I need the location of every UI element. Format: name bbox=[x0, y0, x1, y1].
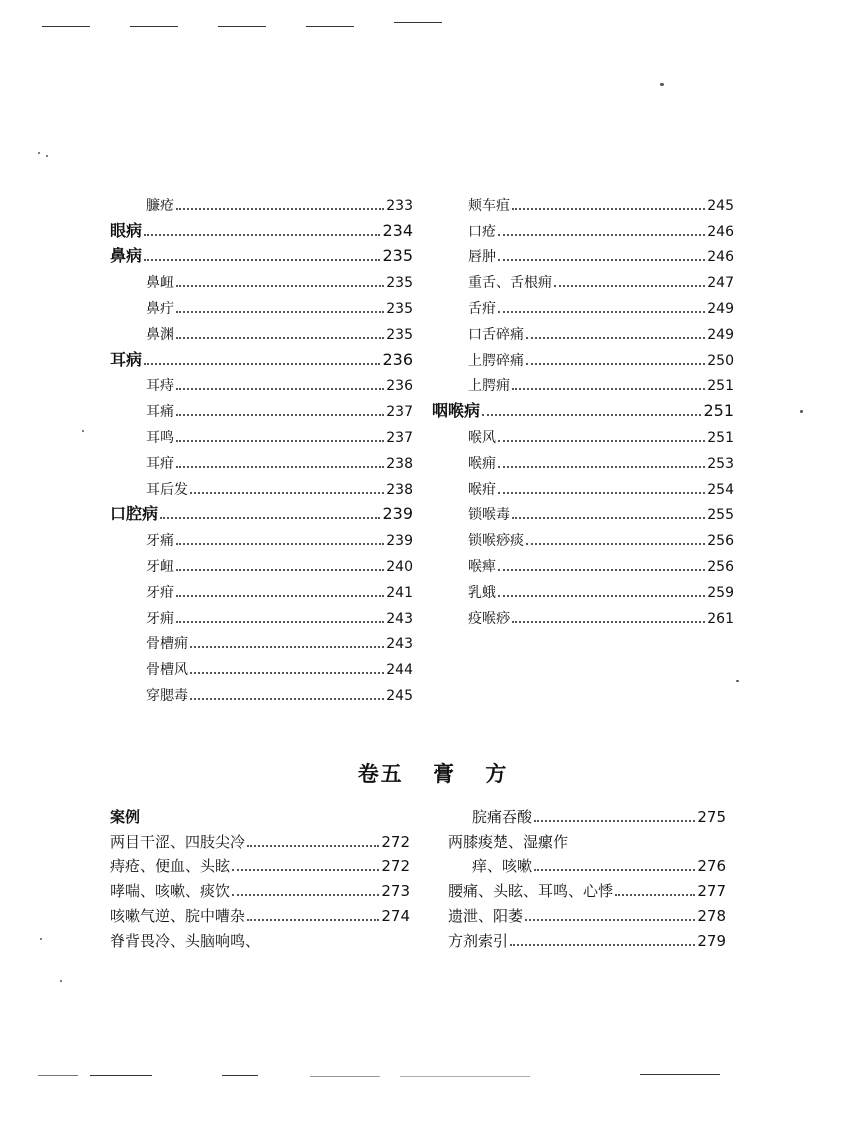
toc-entry[interactable] bbox=[432, 239, 734, 265]
section-title-part3: 方 bbox=[485, 761, 509, 786]
bottom-rule-4 bbox=[310, 1076, 380, 1077]
toc-entry[interactable] bbox=[110, 626, 413, 652]
toc-entry[interactable] bbox=[432, 213, 734, 239]
section-leader-dots bbox=[247, 918, 379, 921]
toc-entry[interactable] bbox=[110, 368, 413, 394]
scan-speck bbox=[60, 980, 62, 982]
toc-leader-dots bbox=[176, 620, 384, 623]
toc-entry-page: 235 bbox=[386, 326, 413, 343]
toc-entry-page: 237 bbox=[386, 429, 413, 446]
toc-entry-page: 234 bbox=[382, 220, 413, 240]
toc-entry-page: 243 bbox=[386, 610, 413, 627]
toc-entry-label: 耳疳 bbox=[146, 455, 174, 472]
toc-entry-page: 245 bbox=[707, 197, 734, 214]
toc-entry-label: 鼻渊 bbox=[146, 326, 174, 343]
toc-entry-label: 上腭碎痛 bbox=[468, 352, 524, 369]
toc-entry-label: 疫喉痧 bbox=[468, 610, 510, 627]
toc-entry[interactable] bbox=[432, 548, 734, 574]
toc-leader-dots bbox=[526, 542, 705, 545]
toc-entry-page: 244 bbox=[386, 662, 413, 679]
toc-entry-page: 237 bbox=[386, 404, 413, 421]
toc-entry[interactable] bbox=[110, 445, 413, 471]
toc-leader-dots bbox=[498, 568, 705, 571]
section-entry[interactable] bbox=[448, 899, 726, 924]
section-title bbox=[0, 758, 866, 788]
toc-entry[interactable] bbox=[110, 522, 413, 548]
toc-entry[interactable] bbox=[110, 651, 413, 677]
toc-entry-page: 238 bbox=[386, 481, 413, 498]
section-right-column bbox=[448, 800, 726, 949]
toc-entry[interactable] bbox=[432, 342, 734, 368]
toc-leader-dots bbox=[176, 568, 384, 571]
section-entry-page: 272 bbox=[381, 857, 410, 876]
section-heading bbox=[110, 800, 410, 825]
top-rule-4 bbox=[306, 26, 354, 27]
toc-leader-dots bbox=[144, 233, 380, 236]
scan-speck bbox=[800, 410, 803, 413]
bottom-rule-2 bbox=[90, 1075, 152, 1076]
section-leader-dots bbox=[534, 819, 695, 822]
bottom-rule-3 bbox=[222, 1075, 258, 1076]
toc-entry-page: 261 bbox=[707, 610, 734, 627]
section-leader-dots bbox=[510, 943, 695, 946]
toc-entry-label: 耳后发 bbox=[146, 481, 188, 498]
toc-entry[interactable] bbox=[110, 187, 413, 213]
section-entry-label: 两膝痠楚、湿瘰作 bbox=[448, 832, 569, 851]
section-leader-dots bbox=[232, 893, 379, 896]
section-leader-dots bbox=[534, 868, 695, 871]
toc-leader-dots bbox=[176, 465, 384, 468]
toc-entry[interactable] bbox=[110, 419, 413, 445]
section-entry-label: 方剂索引 bbox=[448, 931, 509, 950]
toc-entry-page: 247 bbox=[707, 275, 734, 292]
section-entry-label: 案例 bbox=[110, 807, 141, 826]
toc-entry-page: 235 bbox=[386, 300, 413, 317]
toc-entry[interactable] bbox=[110, 239, 413, 265]
bottom-rule-6 bbox=[640, 1074, 720, 1075]
toc-entry[interactable] bbox=[110, 677, 413, 703]
toc-entry-label: 穿腮毒 bbox=[146, 687, 188, 704]
bottom-rule-1 bbox=[38, 1075, 78, 1076]
toc-leader-dots bbox=[176, 439, 384, 442]
toc-entry[interactable] bbox=[432, 264, 734, 290]
toc-leader-dots bbox=[498, 310, 705, 313]
toc-entry-label: 咽喉病 bbox=[432, 401, 481, 421]
toc-entry-label: 鼻疔 bbox=[146, 300, 174, 317]
section-entry[interactable] bbox=[448, 825, 726, 850]
toc-leader-dots bbox=[554, 284, 705, 287]
toc-entry[interactable] bbox=[110, 393, 413, 419]
toc-entry[interactable] bbox=[432, 368, 734, 394]
toc-entry-label: 喉痈 bbox=[468, 455, 496, 472]
section-entry-page: 273 bbox=[381, 882, 410, 901]
toc-leader-dots bbox=[176, 594, 384, 597]
toc-leader-dots bbox=[498, 258, 705, 261]
section-title-part2: 膏 bbox=[433, 761, 456, 786]
toc-entry[interactable] bbox=[110, 600, 413, 626]
toc-entry[interactable] bbox=[432, 290, 734, 316]
scan-speck bbox=[736, 680, 739, 682]
section-leader-dots bbox=[525, 918, 695, 921]
section-entry-page: 274 bbox=[381, 906, 410, 925]
toc-entry-page: 251 bbox=[703, 401, 734, 421]
toc-entry-page: 235 bbox=[382, 246, 413, 266]
scan-speck bbox=[40, 938, 42, 940]
toc-entry-page: 233 bbox=[386, 197, 413, 214]
toc-entry-page: 254 bbox=[707, 481, 734, 498]
toc-entry[interactable] bbox=[432, 316, 734, 342]
toc-entry-label: 乳蛾 bbox=[468, 584, 496, 601]
toc-entry-page: 250 bbox=[707, 352, 734, 369]
toc-entry-label: 骨槽风 bbox=[146, 662, 188, 679]
toc-entry-label: 眼病 bbox=[110, 220, 143, 240]
section-entry-label: 咳嗽气逆、脘中嘈杂 bbox=[110, 906, 246, 925]
toc-entry[interactable] bbox=[432, 522, 734, 548]
toc-entry[interactable] bbox=[110, 264, 413, 290]
toc-leader-dots bbox=[190, 671, 384, 674]
toc-leader-dots bbox=[526, 336, 705, 339]
toc-entry-page: 236 bbox=[386, 378, 413, 395]
section-leader-dots bbox=[247, 844, 379, 847]
section-entry-label: 痔疮、便血、头眩 bbox=[110, 857, 231, 876]
section-leader-dots bbox=[615, 893, 695, 896]
toc-entry-label: 锁喉痧痰 bbox=[468, 533, 524, 550]
toc-leader-dots bbox=[160, 516, 380, 519]
toc-entry-label: 鼻衄 bbox=[146, 275, 174, 292]
toc-entry-page: 239 bbox=[386, 533, 413, 550]
section-title-part1: 卷五 bbox=[357, 761, 404, 786]
toc-entry-page: 246 bbox=[707, 223, 734, 240]
section-entry-page: 276 bbox=[697, 857, 726, 876]
toc-entry-page: 246 bbox=[707, 249, 734, 266]
toc-entry[interactable] bbox=[110, 574, 413, 600]
section-entry[interactable] bbox=[448, 800, 726, 825]
toc-leader-dots bbox=[176, 542, 384, 545]
toc-entry-label: 耳痛 bbox=[146, 404, 174, 421]
toc-leader-dots bbox=[526, 362, 705, 365]
toc-entry-page: 251 bbox=[707, 429, 734, 446]
toc-entry[interactable] bbox=[432, 419, 734, 445]
toc-entry[interactable] bbox=[110, 290, 413, 316]
toc-entry[interactable] bbox=[432, 574, 734, 600]
top-rule-2 bbox=[130, 26, 178, 27]
section-entry-label: 两目干涩、四肢尖冷 bbox=[110, 832, 246, 851]
toc-entry-label: 牙痛 bbox=[146, 533, 174, 550]
section-entry[interactable] bbox=[448, 850, 726, 875]
toc-entry-page: 256 bbox=[707, 558, 734, 575]
toc-entry[interactable] bbox=[110, 548, 413, 574]
toc-entry[interactable] bbox=[110, 213, 413, 239]
toc-entry-page: 239 bbox=[382, 504, 413, 524]
toc-entry[interactable] bbox=[432, 497, 734, 523]
toc-entry-page: 249 bbox=[707, 326, 734, 343]
toc-entry-label: 重舌、舌根痈 bbox=[468, 275, 552, 292]
toc-entry[interactable] bbox=[110, 497, 413, 523]
toc-entry-page: 236 bbox=[382, 349, 413, 369]
section-entry-label: 脘痛吞酸 bbox=[472, 807, 533, 826]
toc-entry-label: 喉风 bbox=[468, 429, 496, 446]
toc-leader-dots bbox=[498, 439, 705, 442]
toc-entry-page: 255 bbox=[707, 507, 734, 524]
section-entry[interactable] bbox=[448, 924, 726, 949]
top-rule-3 bbox=[218, 26, 266, 27]
toc-entry[interactable] bbox=[110, 471, 413, 497]
toc-leader-dots bbox=[190, 697, 384, 700]
top-rule-5 bbox=[394, 22, 442, 23]
toc-entry-label: 口舌碎痛 bbox=[468, 326, 524, 343]
section-entry-page: 278 bbox=[697, 906, 726, 925]
toc-entry-label: 颊车疽 bbox=[468, 197, 510, 214]
toc-entry-label: 耳痔 bbox=[146, 378, 174, 395]
toc-entry-label: 牙疳 bbox=[146, 584, 174, 601]
toc-entry-label: 喉痺 bbox=[468, 558, 496, 575]
toc-entry-page: 259 bbox=[707, 584, 734, 601]
toc-entry-page: 251 bbox=[707, 378, 734, 395]
toc-entry-label: 锁喉毒 bbox=[468, 507, 510, 524]
scan-speck bbox=[660, 83, 664, 86]
section-entry[interactable] bbox=[110, 874, 410, 899]
section-entry[interactable] bbox=[110, 924, 410, 949]
toc-leader-dots bbox=[498, 465, 705, 468]
toc-entry-page: 243 bbox=[386, 636, 413, 653]
toc-entry-label: 牙痈 bbox=[146, 610, 174, 627]
toc-leader-dots bbox=[176, 336, 384, 339]
toc-entry[interactable] bbox=[432, 471, 734, 497]
toc-entry-page: 245 bbox=[386, 687, 413, 704]
section-entry[interactable] bbox=[110, 850, 410, 875]
toc-entry-label: 舌疳 bbox=[468, 300, 496, 317]
toc-entry-label: 喉疳 bbox=[468, 481, 496, 498]
toc-right-column bbox=[432, 187, 734, 626]
toc-entry[interactable] bbox=[432, 445, 734, 471]
toc-leader-dots bbox=[176, 207, 384, 210]
toc-entry-page: 238 bbox=[386, 455, 413, 472]
toc-leader-dots bbox=[482, 413, 701, 416]
toc-entry-label: 耳鸣 bbox=[146, 429, 174, 446]
toc-leader-dots bbox=[176, 310, 384, 313]
bottom-rule-5 bbox=[400, 1076, 530, 1077]
toc-entry-label: 唇肿 bbox=[468, 249, 496, 266]
top-rule-1 bbox=[42, 26, 90, 27]
toc-entry[interactable] bbox=[432, 393, 734, 419]
toc-entry-page: 249 bbox=[707, 300, 734, 317]
toc-entry[interactable] bbox=[110, 316, 413, 342]
toc-entry-label: 耳病 bbox=[110, 349, 143, 369]
toc-entry-page: 256 bbox=[707, 533, 734, 550]
section-entry[interactable] bbox=[448, 874, 726, 899]
toc-entry[interactable] bbox=[432, 600, 734, 626]
toc-entry-page: 240 bbox=[386, 558, 413, 575]
section-entry-label: 脊背畏冷、头脑响鸣、 bbox=[110, 931, 261, 950]
toc-entry-label: 口疮 bbox=[468, 223, 496, 240]
toc-leader-dots bbox=[144, 258, 380, 261]
toc-leader-dots bbox=[512, 207, 705, 210]
scan-speck bbox=[38, 152, 40, 154]
toc-leader-dots bbox=[498, 594, 705, 597]
toc-entry-page: 241 bbox=[386, 584, 413, 601]
toc-entry-page: 253 bbox=[707, 455, 734, 472]
section-entry-page: 277 bbox=[697, 882, 726, 901]
section-entry-label: 痒、咳嗽 bbox=[472, 857, 533, 876]
toc-leader-dots bbox=[190, 491, 384, 494]
toc-entry-label: 口腔病 bbox=[110, 504, 159, 524]
toc-left-column bbox=[110, 187, 413, 703]
section-entry-label: 遗泄、阳萎 bbox=[448, 906, 524, 925]
toc-entry-page: 235 bbox=[386, 275, 413, 292]
toc-leader-dots bbox=[176, 413, 384, 416]
section-entry-page: 275 bbox=[697, 807, 726, 826]
section-entry-label: 腰痛、头眩、耳鸣、心悸 bbox=[448, 882, 614, 901]
scan-speck bbox=[46, 155, 48, 157]
section-entry-page: 272 bbox=[381, 832, 410, 851]
toc-entry-label: 牙衄 bbox=[146, 558, 174, 575]
toc-leader-dots bbox=[176, 387, 384, 390]
section-entry[interactable] bbox=[110, 899, 410, 924]
toc-entry-label: 上腭痈 bbox=[468, 378, 510, 395]
toc-leader-dots bbox=[190, 645, 384, 648]
toc-entry[interactable] bbox=[432, 187, 734, 213]
toc-leader-dots bbox=[512, 620, 705, 623]
toc-leader-dots bbox=[512, 387, 705, 390]
toc-leader-dots bbox=[498, 233, 705, 236]
toc-leader-dots bbox=[498, 491, 705, 494]
section-entry-label: 哮喘、咳嗽、痰饮 bbox=[110, 882, 231, 901]
toc-leader-dots bbox=[512, 516, 705, 519]
toc-entry-label: 臁疮 bbox=[146, 197, 174, 214]
section-leader-dots bbox=[232, 868, 379, 871]
toc-entry-label: 鼻病 bbox=[110, 246, 143, 266]
toc-entry-label: 骨槽痈 bbox=[146, 636, 188, 653]
section-left-column bbox=[110, 800, 410, 949]
scan-speck bbox=[82, 430, 84, 432]
section-entry[interactable] bbox=[110, 825, 410, 850]
toc-leader-dots bbox=[144, 362, 380, 365]
toc-entry[interactable] bbox=[110, 342, 413, 368]
toc-leader-dots bbox=[176, 284, 384, 287]
section-entry-page: 279 bbox=[697, 931, 726, 950]
